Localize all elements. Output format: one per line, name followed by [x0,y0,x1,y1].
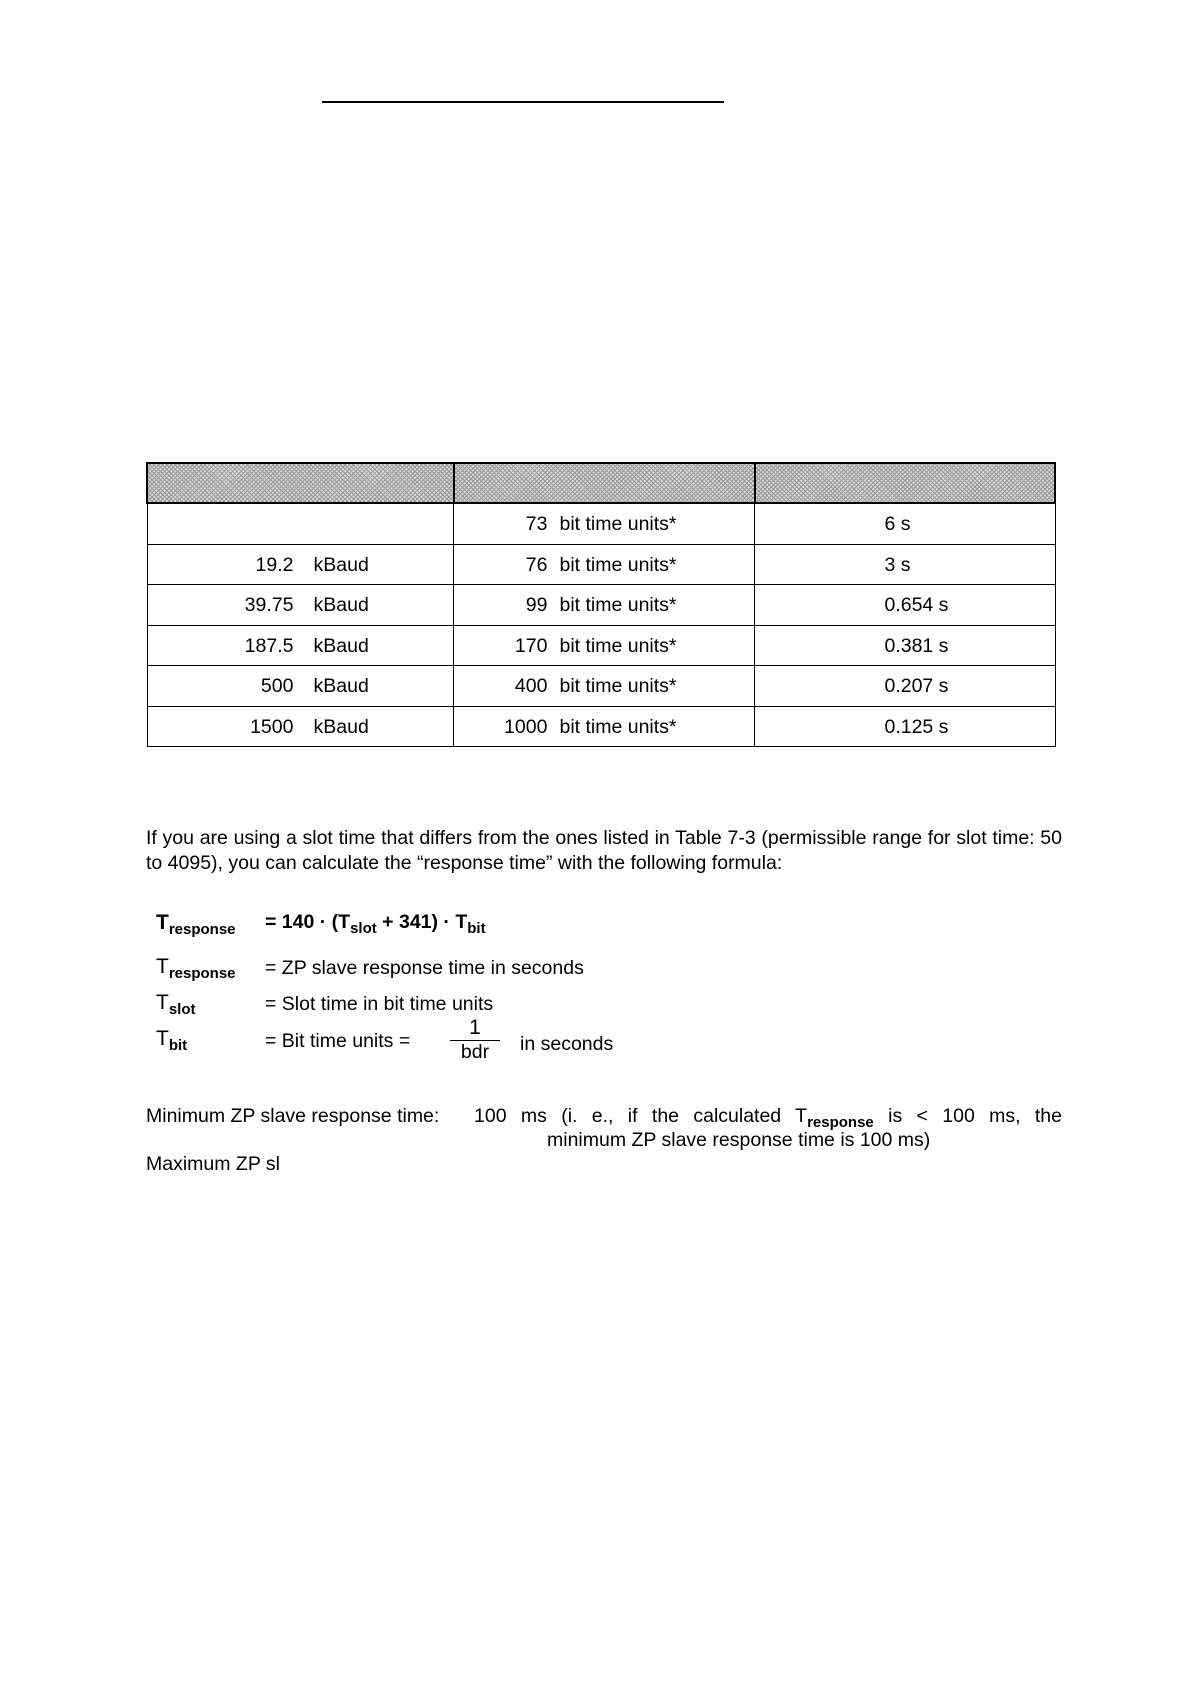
baud-rate-cell [147,585,454,626]
symbol-T: T [156,991,169,1014]
table-row [147,503,1055,544]
baud-rate-value: 187.5 [244,634,294,657]
formula-part: + 341) · T [376,911,468,933]
baud-rate-cell [147,625,454,666]
baud-rate-value: 1500 [250,715,294,738]
response-time-value: 0.381 s [884,634,949,657]
formula-rhs [265,911,486,937]
table-row [147,585,1055,626]
baud-rate-cell [147,666,454,707]
response-time-value: 0.654 s [884,594,949,616]
table-row [147,544,1055,585]
slot-time-unit: bit time units* [559,594,677,616]
formula-lhs [156,911,236,938]
baud-rate-cell [147,544,454,585]
baud-rate-unit: kBaud [313,675,369,697]
slot-time-cell [454,706,755,747]
slot-time-value: 1000 [504,715,548,738]
minimum-label: Minimum ZP slave response time: [146,1105,440,1127]
table-row [147,666,1055,707]
baud-rate-unit: kBaud [313,553,369,576]
fraction-numerator: 1 [450,1018,500,1041]
response-time-cell [755,503,1055,544]
symbol-T: T [156,955,169,978]
definition-symbol-bit [156,1027,187,1054]
header-cell-shaded [147,463,454,503]
slot-time-value: 76 [525,553,548,576]
slot-time-value: 400 [514,675,548,697]
baud-rate-value: 19.2 [255,553,294,576]
table-row [147,625,1055,666]
slot-time-unit: bit time units* [559,675,677,697]
response-time-cell [755,625,1055,666]
symbol-subscript: bit [168,1037,188,1055]
definition-text-response: = ZP slave response time in seconds [265,957,584,979]
formula-subscript: bit [467,919,486,937]
slot-time-cell [454,666,755,707]
slot-time-unit: bit time units* [559,634,677,657]
slot-time-cell [454,544,755,585]
fraction [450,1018,500,1063]
minimum-text-part: is < 100 ms, the [873,1105,1062,1127]
table-row [147,706,1055,747]
body-paragraph: If you are using a slot time that differs from the ones listed in Table 7-3 (permissible range for slot time: 50 to 4095), you can calculate the “response time” with the following formula: [146,827,1062,874]
slot-time-unit: bit time units* [559,553,677,576]
symbol-T: T [156,1027,169,1050]
table-header-row [147,463,1055,503]
baud-rate-value: 39.75 [244,594,294,616]
fraction-suffix: in seconds [520,1033,614,1055]
slot-time-unit: bit time units* [559,513,677,535]
maximum-label: Maximum ZP sl [146,1153,280,1175]
slot-time-value: 99 [525,594,548,616]
slot-time-value: 73 [525,513,548,535]
response-time-value: 0.207 s [884,675,949,697]
formula-lhs-symbol: T [156,911,169,934]
response-time-table [146,462,1056,747]
baud-rate-cell [147,706,454,747]
response-time-value: 6 s [884,513,911,535]
slot-time-cell [454,625,755,666]
response-time-value: 0.125 s [884,715,949,738]
baud-rate-value: 500 [260,675,294,697]
baud-rate-unit: kBaud [313,594,369,616]
fraction-denominator: bdr [460,1041,490,1063]
top-rule [322,101,724,103]
header-cell-shaded [454,463,755,503]
response-time-value: 3 s [884,553,911,576]
formula-subscript: slot [350,919,377,937]
definition-symbol-slot [156,991,196,1018]
definition-symbol-response [156,955,236,982]
baud-rate-unit: kBaud [313,715,369,738]
minimum-text-part: 100 ms (i. e., if the calculated T [474,1105,808,1127]
minimum-subscript: response [807,1113,874,1131]
baud-rate-unit: kBaud [313,634,369,657]
baud-rate-cell [147,503,454,544]
response-time-cell [755,544,1055,585]
minimum-text-line2: minimum ZP slave response time is 100 ms) [547,1129,931,1151]
response-time-cell [755,666,1055,707]
slot-time-value: 170 [514,634,548,657]
response-time-cell [755,706,1055,747]
formula-part: = 140 · (T [265,911,351,933]
symbol-subscript: response [168,965,236,983]
definition-text-slot: = Slot time in bit time units [265,993,494,1015]
response-time-cell [755,585,1055,626]
formula-lhs-subscript: response [168,920,236,938]
definition-text-bit: = Bit time units = [265,1030,411,1052]
slot-time-cell [454,585,755,626]
slot-time-unit: bit time units* [559,715,677,738]
symbol-subscript: slot [168,1001,196,1019]
slot-time-cell [454,503,755,544]
minimum-text [474,1105,1062,1131]
header-cell-shaded [755,463,1055,503]
